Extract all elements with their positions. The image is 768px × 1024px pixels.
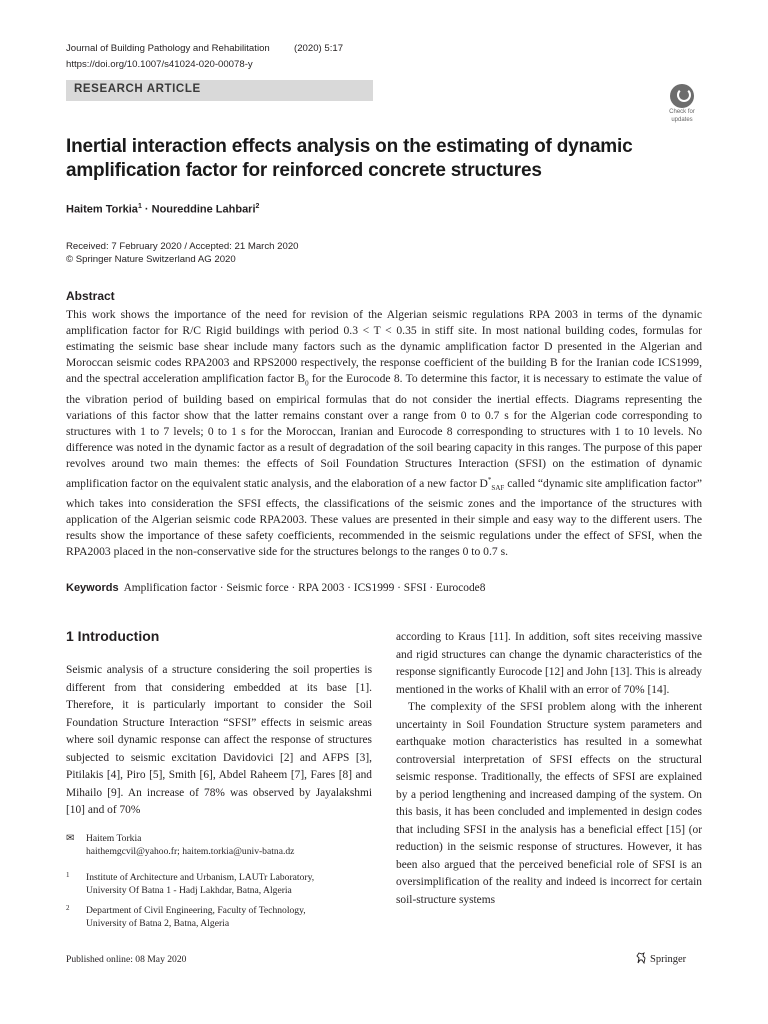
intro-right-column: [396, 629, 702, 909]
intro-paragraph-1: Seismic analysis of a structure considering the soil properties is different from that considering embedded at its base [1]. Therefore, it is particularly important to consider the Soil Foundation Structure Interaction “SFSI” effects in seismic areas where soil dynamic response can affect the response of structures subjected to seismic excitation Davidovici [2] and AFPS [3], Pitilakis [4], Piro [5], Smith [6], Abdel Raheem [7], Fares [8] and Mihailo [9]. An increase of 78% was observed by Jayalakshmi [10] and of 70%: [66, 664, 372, 816]
abstract-sub-1: 0: [305, 379, 309, 388]
author-separator: ·: [141, 203, 152, 216]
affiliation-1-line2: University Of Batna 1 - Hadj Lakhdar, Batna, Algeria: [86, 885, 292, 896]
published-online: Published online: 08 May 2020: [66, 954, 187, 965]
abstract-heading: Abstract: [66, 289, 115, 303]
abstract-body: [66, 307, 702, 560]
journal-name: Journal of Building Pathology and Rehabilitation: [66, 43, 270, 54]
check-updates-icon: [670, 84, 694, 108]
author-list: [66, 203, 259, 216]
article-type: RESEARCH ARTICLE: [74, 83, 201, 95]
year-issue: (2020) 5:17: [294, 43, 344, 54]
author-1-affil: 1: [137, 203, 142, 210]
springer-wordmark: Springer: [650, 954, 687, 965]
section-heading-introduction: 1 Introduction: [66, 628, 160, 644]
abstract-part-3: called “dynamic site amplification factor” which takes into consideration the SFSI effects, the classifications of the seismic zones and the importance of the structures with application of the Algerian seismic code RPA2003. These values are presented in their simple and easy way to the different users. The results show the importance of these safety coefficients, recommended in the seismic regulations under the effect of SFSI, when the RPA2003 placed in the non-conservative side for the structures belongs to the ranges 0 to 0.7 s.: [66, 476, 703, 559]
affiliation-2-line1: Department of Civil Engineering, Faculty of Technology,: [86, 905, 306, 916]
envelope-icon: ✉: [66, 833, 75, 844]
abstract-part-2: for the Eurocode 8. To determine this factor, it is necessary to estimate the value of the vibration period of building based on empirical formulas that do not consider the inertial effects. Diagrams representing the variations of this factor show that the latter remains constant over a range from 0 to 0.7 s for the Algerian code corresponding to structures with 1 to 7 levels; 0 to 1 s for the Moroccan, Iranian and Eurocode 8 corresponding to structures with 1 to 10 levels. No difference was noted in the dynamic factor as a result of degradation of the soil bearing capacity in this ranges. The purpose of this paper revolves around two main themes: the effects of Soil Foundation Structures Interaction (SFSI) on the estimation of dynamic amplification factor on the equivalent static analysis, and the elaboration of a new factor D: [66, 372, 702, 490]
abstract-sup-2: *: [487, 475, 492, 484]
author-2[interactable]: Noureddine Lahbari: [151, 203, 256, 216]
contact-name: Haitem Torkia: [86, 833, 142, 844]
affiliation-1-line1: Institute of Architecture and Urbanism, LAUTr Laboratory,: [86, 872, 315, 883]
copyright-line: © Springer Nature Switzerland AG 2020: [66, 254, 236, 265]
affiliation-1-number: 1: [66, 871, 70, 879]
article-type-band: [66, 80, 373, 101]
check-updates-line1: Check for: [669, 109, 695, 115]
intro-paragraph-2: according to Kraus [11]. In addition, soft sites receiving massive and rigid structures can change the dynamic characteristics of the response significantly Eurocode [12] and John [13]. This is already mentioned in the works of Khalil with an error of 70% [14].: [396, 631, 702, 696]
author-1[interactable]: Haitem Torkia: [66, 203, 138, 216]
keywords: [66, 582, 485, 594]
check-for-updates-badge[interactable]: [663, 84, 701, 124]
intro-left-column: [66, 662, 372, 820]
doi-link[interactable]: https://doi.org/10.1007/s41024-020-00078-y: [66, 59, 253, 70]
author-2-affil: 2: [255, 203, 260, 210]
springer-horse-icon: [636, 952, 646, 964]
keywords-label: Keywords: [66, 582, 119, 594]
received-accepted: Received: 7 February 2020 / Accepted: 21 March 2020: [66, 241, 299, 252]
keywords-text: Amplification factor · Seismic force · RPA 2003 · ICS1999 · SFSI · Eurocode8: [123, 582, 486, 594]
springer-logo: [636, 952, 686, 965]
publication-dates: [66, 240, 299, 266]
intro-paragraph-3: The complexity of the SFSI problem along with the inherent uncertainty in Soil Foundation Structure system parameters and earthquake motion characteristics has resulted in a somewhat controversial interpretation of SFSI effects on the structural seismic response. Traditionally, the effects of SFSI are explained by a period lengthening and increased damping of the system. On this basis, it has been concluded and implemented in design codes that including SFSI in the analysis has a beneficial effect [15] (or reduction) in the seismic response of structures. However, it has been also argued that the perceived beneficial role of SFSI is an oversimplification of the reality and indeed is incorrect for certain soil-structure systems: [396, 701, 702, 906]
affiliation-2-number: 2: [66, 904, 70, 912]
check-updates-line2: updates: [671, 117, 693, 123]
paper-title: Inertial interaction effects analysis on the estimating of dynamic amplification factor for reinforced concrete structures: [66, 136, 633, 181]
affiliation-2-line2: University of Batna 2, Batna, Algeria: [86, 918, 230, 929]
abstract-part-1: This work shows the importance of the need for revision of the Algerian seismic regulations RPA 2003 in terms of the dynamic amplification factor for R/C Rigid buildings with period 0.3 < T < 0.35 in stiff site. In most national building codes, formulas for estimating the seismic base shear include many factors such as the dynamic amplification factor D presented in the Algerian and Moroccan seismic codes RPA2003 and RPS2000 respectively, the response coefficient of the building B for the Iranian code ICS1999, and the spectral acceleration amplification factor B: [66, 308, 702, 386]
contact-email[interactable]: haithemgcvil@yahoo.fr; haitem.torkia@univ-batna.dz: [86, 846, 295, 857]
journal-header: [66, 41, 344, 73]
abstract-sub-2: SAF: [491, 483, 505, 492]
